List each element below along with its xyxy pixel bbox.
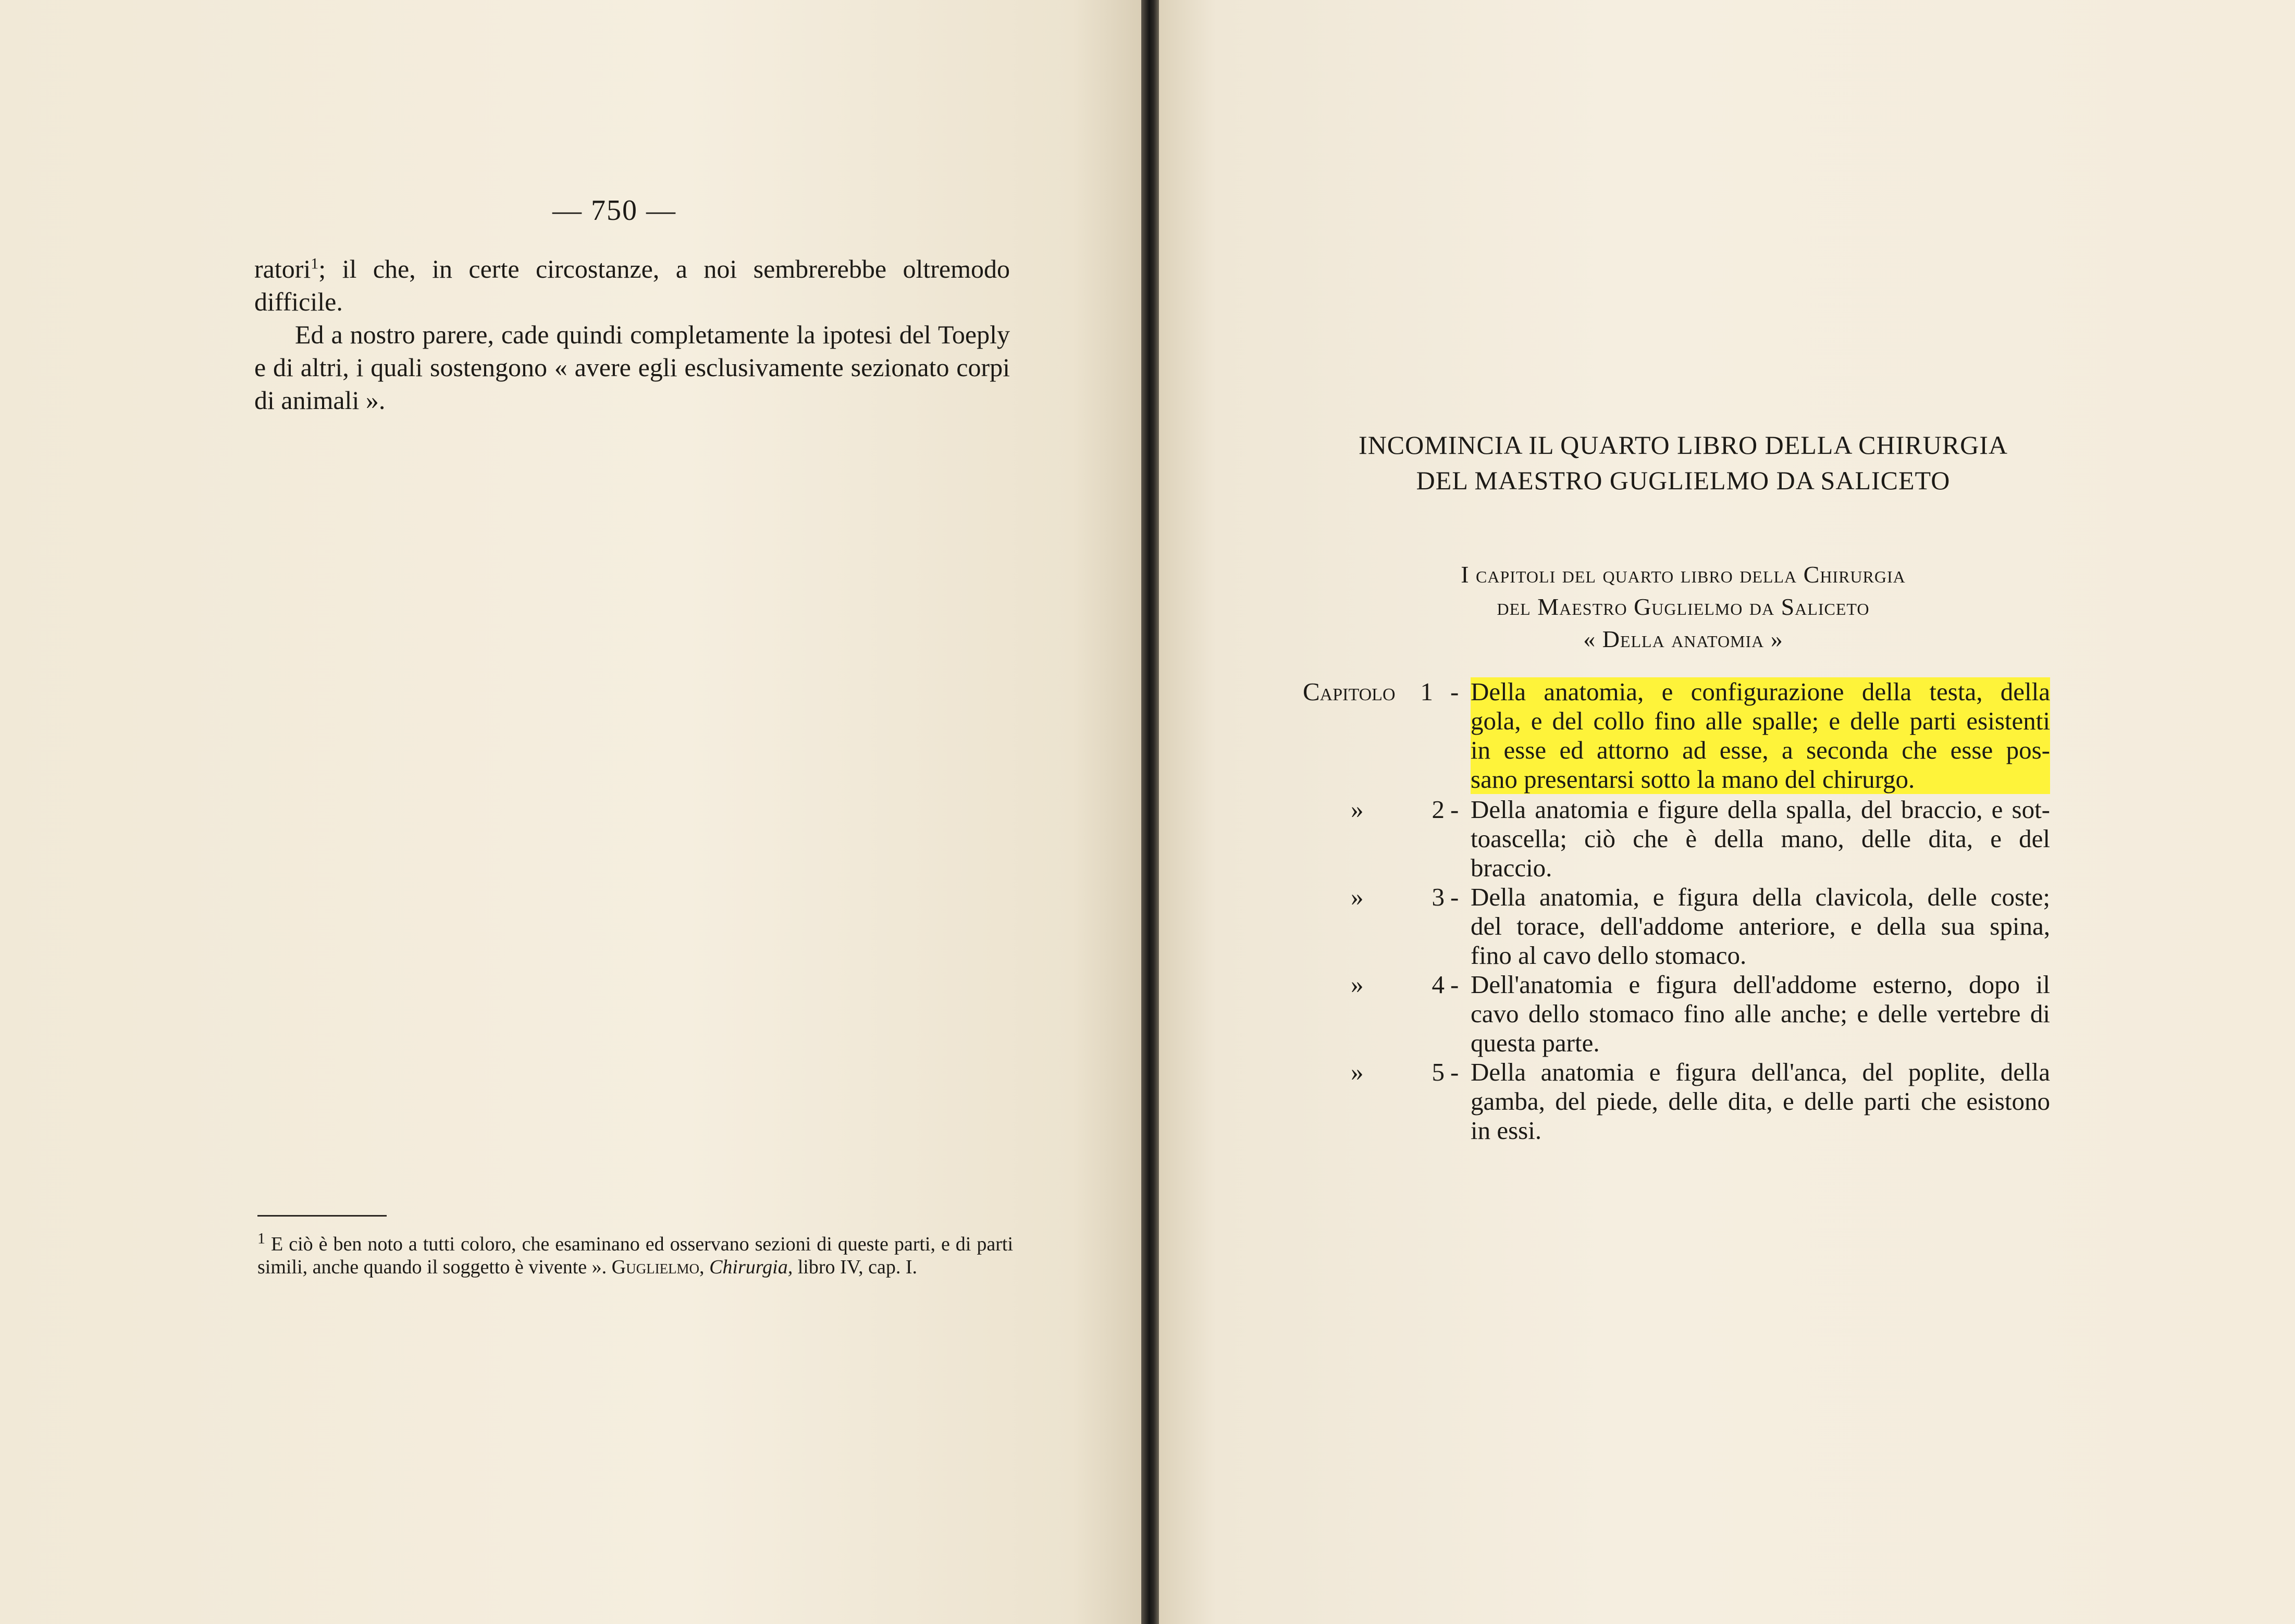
- chapter-title-line: toascella; ciò che è della mano, delle dita, e del: [1471, 824, 2050, 853]
- chapter-title: [1471, 883, 2050, 970]
- footnote-reference: 1: [311, 255, 319, 272]
- footnote-separator: [257, 1215, 387, 1217]
- chapter-title-line: questa parte.: [1471, 1028, 1600, 1057]
- chapter-title-line: Dell'anatomia e figura dell'addome esterno, dopo il: [1471, 970, 2050, 999]
- body-text: [254, 253, 1010, 417]
- chapter-label: Capitolo: [1303, 677, 1396, 706]
- chapter-title-line: Della anatomia, e figura della clavicola, delle coste;: [1471, 883, 2050, 911]
- chapter-dash: -: [1450, 677, 1459, 706]
- chapter-title-line: cavo dello stomaco fino alle anche; e delle vertebre di: [1471, 999, 2050, 1028]
- footnote-number: 1: [257, 1230, 265, 1247]
- chapter-number: 5: [1432, 1058, 1445, 1086]
- chapter-number: 1: [1420, 677, 1433, 706]
- book-title: [1318, 427, 2048, 498]
- title-line-1: INCOMINCIA IL QUARTO LIBRO DELLA CHIRURGIA: [1359, 430, 2008, 460]
- ditto-mark: »: [1351, 970, 1364, 999]
- footnote-citation: libro IV, cap. I.: [797, 1256, 918, 1278]
- left-page: [0, 0, 1141, 1624]
- chapter-title-line: in essi.: [1471, 1116, 1542, 1145]
- chapter-dash: -: [1450, 970, 1459, 999]
- footnote: [257, 1230, 1013, 1279]
- title-line-2: DEL MAESTRO GUGLIELMO DA SALICETO: [1416, 466, 1951, 495]
- chapter-title-line: Della anatomia e figura dell'anca, del poplite, della: [1471, 1058, 2050, 1086]
- chapter-number: 3: [1432, 883, 1445, 911]
- chapter-title: [1471, 970, 2050, 1058]
- chapter-title-line: in esse ed attorno ad esse, a seconda che esse pos-: [1471, 736, 2050, 764]
- subtitle-line-2: del Maestro Guglielmo da Saliceto: [1497, 593, 1870, 620]
- chapter-dash: -: [1450, 883, 1459, 911]
- paragraph-1: ratori$^1$; il che, in certe circostanze, a noi sembrerebbe oltremodo difficile.: [254, 254, 1010, 316]
- subtitle-line-1: I capitoli del quarto libro della Chirurgia: [1461, 561, 1906, 588]
- chapter-number: 2: [1432, 795, 1445, 824]
- footnote-text: E ciò è ben noto a tutti coloro, che esaminano ed osservano sezioni di queste parti, e di parti simili, anche quando il soggetto è vivente ».: [257, 1233, 1013, 1278]
- book-gutter: [1141, 0, 1159, 1624]
- chapter-title: [1471, 677, 2050, 794]
- chapter-title-line: fino al cavo dello stomaco.: [1471, 941, 1747, 970]
- chapter-title: [1471, 795, 2050, 883]
- subtitle-line-3: « Della anatomia »: [1583, 626, 1783, 652]
- paragraph-2: Ed a nostro parere, cade quindi completamente la ipotesi del Toeply e di altri, i quali sostengono « avere egli esclusivamente sezionato corpi di animali ».: [254, 320, 1010, 415]
- ditto-mark: »: [1351, 795, 1364, 824]
- chapter-dash: -: [1450, 1058, 1459, 1086]
- chapter-title-line: Della anatomia e figure della spalla, del braccio, e sot-: [1471, 795, 2050, 824]
- chapter-title-line: gola, e del collo fino alle spalle; e delle parti esistenti: [1471, 706, 2050, 735]
- chapter-title-line: del torace, dell'addome anteriore, e della sua spina,: [1471, 912, 2050, 940]
- page-number: — 750 —: [552, 194, 676, 227]
- footnote-work: Chirurgia,: [709, 1256, 793, 1278]
- chapter-title-line: gamba, del piede, delle dita, e delle parti che esistono: [1471, 1087, 2050, 1115]
- ditto-mark: »: [1351, 1058, 1364, 1086]
- chapter-title-line: Della anatomia, e configurazione della testa, della: [1471, 677, 2050, 706]
- chapter-list-heading: [1318, 559, 2048, 655]
- chapter-title-line: sano presentarsi sotto la mano del chirurgo.: [1471, 765, 2050, 794]
- chapter-number: 4: [1432, 970, 1445, 999]
- ditto-mark: »: [1351, 883, 1364, 911]
- chapter-dash: -: [1450, 795, 1459, 824]
- footnote-author: Guglielmo,: [611, 1256, 705, 1278]
- chapter-title: [1471, 1058, 2050, 1145]
- chapter-title-line: braccio.: [1471, 853, 1552, 882]
